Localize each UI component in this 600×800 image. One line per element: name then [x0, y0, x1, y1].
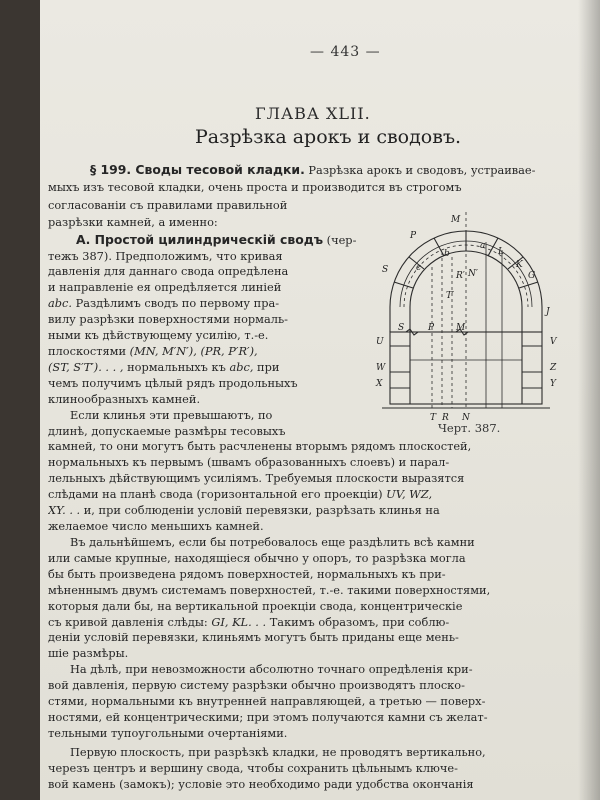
- label-P: P: [410, 231, 417, 241]
- label-T-prime: T′: [446, 291, 455, 301]
- paragraph-line: вой давленія, первую систему разрѣзки обычно производятъ плоско-: [48, 678, 465, 693]
- text-span: Раздѣлимъ сводъ по первому пра-: [75, 296, 280, 311]
- text-span: (чер-: [326, 232, 357, 247]
- label-X: X: [376, 379, 383, 389]
- paragraph-line: черезъ центръ и вершину свода, чтобы сохранить цѣльнымъ ключе-: [48, 761, 458, 776]
- label-c: c: [416, 263, 422, 273]
- paragraph-line: Если клинья эти превышаютъ, по: [70, 407, 273, 422]
- paragraph-line: тельными тупоугольными очертаніями.: [48, 725, 288, 740]
- book-page: [40, 0, 600, 800]
- label-Y: Y: [550, 379, 556, 389]
- paragraph-line: деніи условій перевязки, клиньямъ могутъ быть приданы еще мень-: [48, 630, 459, 645]
- joint-line: [519, 282, 538, 288]
- paragraph-line: камней, то они могутъ быть расчленены вторымъ рядомъ плоскостей,: [48, 439, 472, 454]
- label-Z: Z: [550, 363, 557, 373]
- paragraph-line: нормальныхъ къ первымъ (швамъ образованныхъ слоевъ) и парал-: [48, 455, 450, 470]
- paragraph-line: разрѣзки камней, а именно:: [48, 215, 218, 230]
- label-N-prime: N′: [468, 269, 478, 279]
- paragraph-line: длинѣ, допускаемые размѣры тесовыхъ: [48, 423, 286, 438]
- text-span: Такимъ образомъ, при соблю-: [269, 614, 450, 629]
- paragraph-line: ными къ дѣйствующему усилію, т.-е.: [48, 328, 269, 343]
- label-R-prime: R′: [456, 271, 465, 281]
- math-var: (MN, M′N′), (PR, P′R′),: [129, 344, 258, 359]
- math-var: XY. . .: [48, 503, 81, 518]
- math-var: (ST, S′T′). . . ,: [48, 359, 124, 374]
- text-span: слѣдами на планѣ свода (горизонтальной его проекціи): [48, 487, 383, 502]
- paragraph-line: стями, нормальными къ внутренней направляющей, а третью — поверх-: [48, 694, 486, 709]
- text-span: плоскостями: [48, 344, 127, 359]
- label-T: T: [430, 413, 437, 423]
- label-V: V: [550, 337, 557, 347]
- paragraph-line: чемъ получимъ цѣлый рядъ продольныхъ: [48, 375, 298, 390]
- label-S-base: S: [398, 323, 405, 333]
- paragraph-line: шіе размѣры.: [48, 646, 129, 661]
- label-M: M: [451, 215, 461, 225]
- page-number: — 443 —: [310, 44, 381, 60]
- label-K: K: [516, 260, 523, 270]
- paragraph-line: тежъ 387). Предположимъ, что кривая: [48, 248, 283, 263]
- paragraph-line: которыя дали бы, на вертикальной проекціи свода, концентрическіе: [48, 598, 463, 613]
- paragraph-line: лельныхъ дѣйствующимъ усиліямъ. Требуемыя плоскости выразятся: [48, 471, 465, 486]
- paragraph-line: мѣненнымъ двумъ системамъ поверхностей, т.-е. такими поверхностями,: [48, 582, 491, 597]
- label-G: G: [528, 271, 536, 281]
- label-S: S: [382, 265, 389, 275]
- math-var: abc.: [48, 296, 72, 311]
- label-W: W: [376, 363, 386, 373]
- vault-drawing-figure: [346, 212, 594, 424]
- section-199-heading: § 199. Своды тесовой кладки.: [90, 162, 305, 177]
- paragraph-line: или самые крупные, находящіеся обычно у опоръ, то разрѣзка могла: [48, 550, 466, 565]
- label-J: J: [546, 307, 550, 317]
- paragraph-line: На дѣлѣ, при невозможности абсолютно точнаго опредѣленія кри-: [70, 662, 473, 677]
- paragraph-line: вилу разрѣзки поверхностями нормаль-: [48, 312, 288, 327]
- figure-caption: Черт. 387.: [438, 421, 501, 435]
- paragraph-line: вой камень (замокъ); условіе это необходимо ради удобства окончанія: [48, 777, 474, 791]
- paragraph-line: согласованіи съ правилами правильной: [48, 197, 288, 212]
- joint-line: [434, 238, 444, 256]
- joint-line: [488, 238, 498, 256]
- label-b: b: [444, 249, 450, 259]
- math-var: GI, KL. . .: [211, 614, 267, 629]
- math-var: abc,: [229, 359, 254, 374]
- text-span: Разрѣзка арокъ и сводовъ, устраивае-: [308, 163, 536, 177]
- paragraph-line: ностями, ей концентрическими; при этомъ получаются камни съ желат-: [48, 710, 488, 725]
- text-span: и, при соблюденіи условій перевязки, разрѣзать клинья на: [83, 503, 440, 518]
- label-a: a: [480, 241, 486, 251]
- paragraph-line: давленія для даннаго свода опредѣлена: [48, 264, 289, 279]
- text-span: нормальныхъ къ: [127, 359, 226, 374]
- paragraph-line: и направленіе ея опредѣляется линіей: [48, 280, 282, 295]
- paragraph-line: Первую плоскость, при разрѣзкѣ кладки, не проводятъ вертикально,: [70, 745, 486, 760]
- paragraph-line: желаемое число меньшихъ камней.: [48, 519, 264, 534]
- label-P-base: P: [428, 323, 435, 333]
- label-L: L: [498, 247, 504, 257]
- paragraph-line: Въ дальнѣйшемъ, если бы потребовалось еще раздѣлить всѣ камни: [70, 534, 475, 549]
- subsection-a-heading: А. Простой цилиндрическій сводъ: [76, 231, 324, 247]
- section-title: Разрѣзка арокъ и сводовъ.: [195, 126, 462, 148]
- chapter-heading: ГЛАВА XLII.: [255, 104, 371, 123]
- text-span: при: [257, 359, 280, 374]
- label-U: U: [376, 337, 384, 347]
- label-N: N: [462, 413, 470, 423]
- label-M-base: M: [456, 323, 466, 333]
- paragraph-line: бы быть произведена рядомъ поверхностей, нормальныхъ къ при-: [48, 566, 446, 581]
- text-span: съ кривой давленія слѣды:: [48, 614, 208, 629]
- math-var: UV, WZ,: [386, 487, 433, 502]
- joint-line: [394, 282, 413, 288]
- label-R: R: [442, 413, 449, 423]
- paragraph-line: мыхъ изъ тесовой кладки, очень проста и производится въ строгомъ: [48, 180, 462, 195]
- paragraph-line: клинообразныхъ камней.: [48, 391, 201, 406]
